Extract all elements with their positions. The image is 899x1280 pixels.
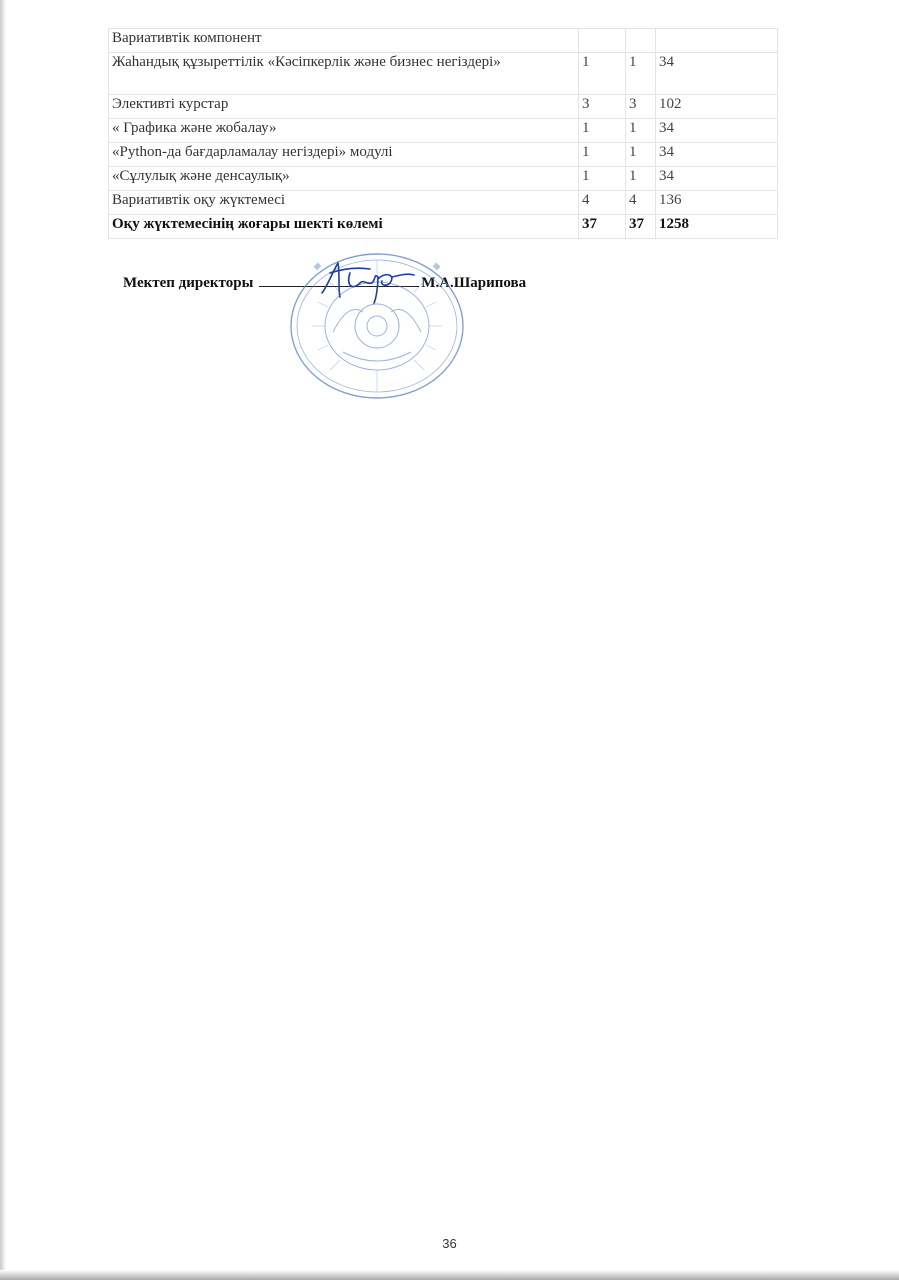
table-row [109, 143, 778, 167]
table-row [109, 167, 778, 191]
hours-col1-cell: 4 [579, 191, 626, 215]
hours-col1-cell: 1 [579, 143, 626, 167]
hours-total-cell: 136 [656, 191, 778, 215]
subject-name-cell: « Графика және жобалау» [109, 119, 579, 143]
hours-col2-cell [626, 29, 656, 53]
table-row [109, 191, 778, 215]
subject-name-cell: Элективті курстар [109, 95, 579, 119]
hours-col1-cell: 1 [579, 53, 626, 95]
hours-total-cell: 102 [656, 95, 778, 119]
page-bottom-shadow [0, 1270, 899, 1280]
hours-total-cell [656, 29, 778, 53]
hours-col2-cell: 37 [626, 215, 656, 239]
table-row [109, 29, 778, 53]
hours-total-cell: 34 [656, 119, 778, 143]
subject-name-cell: Оқу жүктемесінің жоғары шекті көлемі [109, 215, 579, 239]
subject-name-cell: Вариативтік компонент [109, 29, 579, 53]
hours-col2-cell: 3 [626, 95, 656, 119]
curriculum-table [108, 28, 778, 239]
page-number: 36 [442, 1236, 457, 1251]
hours-col1-cell: 3 [579, 95, 626, 119]
hours-col2-cell: 1 [626, 119, 656, 143]
page-edge-shadow [0, 0, 6, 1280]
table-row [109, 119, 778, 143]
hours-total-cell: 34 [656, 143, 778, 167]
hours-col1-cell: 1 [579, 119, 626, 143]
subject-name-cell: Вариативтік оқу жүктемесі [109, 191, 579, 215]
hours-total-cell: 1258 [656, 215, 778, 239]
table-row [109, 53, 778, 95]
hours-col2-cell: 4 [626, 191, 656, 215]
director-signature-icon [316, 255, 416, 305]
subject-name-cell: «Сұлулық және денсаулық» [109, 167, 579, 191]
director-role-label: Мектеп директоры [123, 275, 254, 291]
table-row [109, 95, 778, 119]
curriculum-table-body [109, 29, 778, 239]
director-name: М.А.Шарипова [421, 275, 527, 291]
subject-name-cell: «Python-да бағдарламалау негіздері» модулі [109, 143, 579, 167]
hours-col1-cell [579, 29, 626, 53]
hours-col1-cell: 37 [579, 215, 626, 239]
table-row [109, 215, 778, 239]
hours-col2-cell: 1 [626, 167, 656, 191]
hours-total-cell: 34 [656, 53, 778, 95]
subject-name-cell: Жаһандық құзыреттілік «Кәсіпкерлік және бизнес негіздері» [109, 53, 579, 95]
hours-col1-cell: 1 [579, 167, 626, 191]
hours-col2-cell: 1 [626, 53, 656, 95]
hours-total-cell: 34 [656, 167, 778, 191]
hours-col2-cell: 1 [626, 143, 656, 167]
